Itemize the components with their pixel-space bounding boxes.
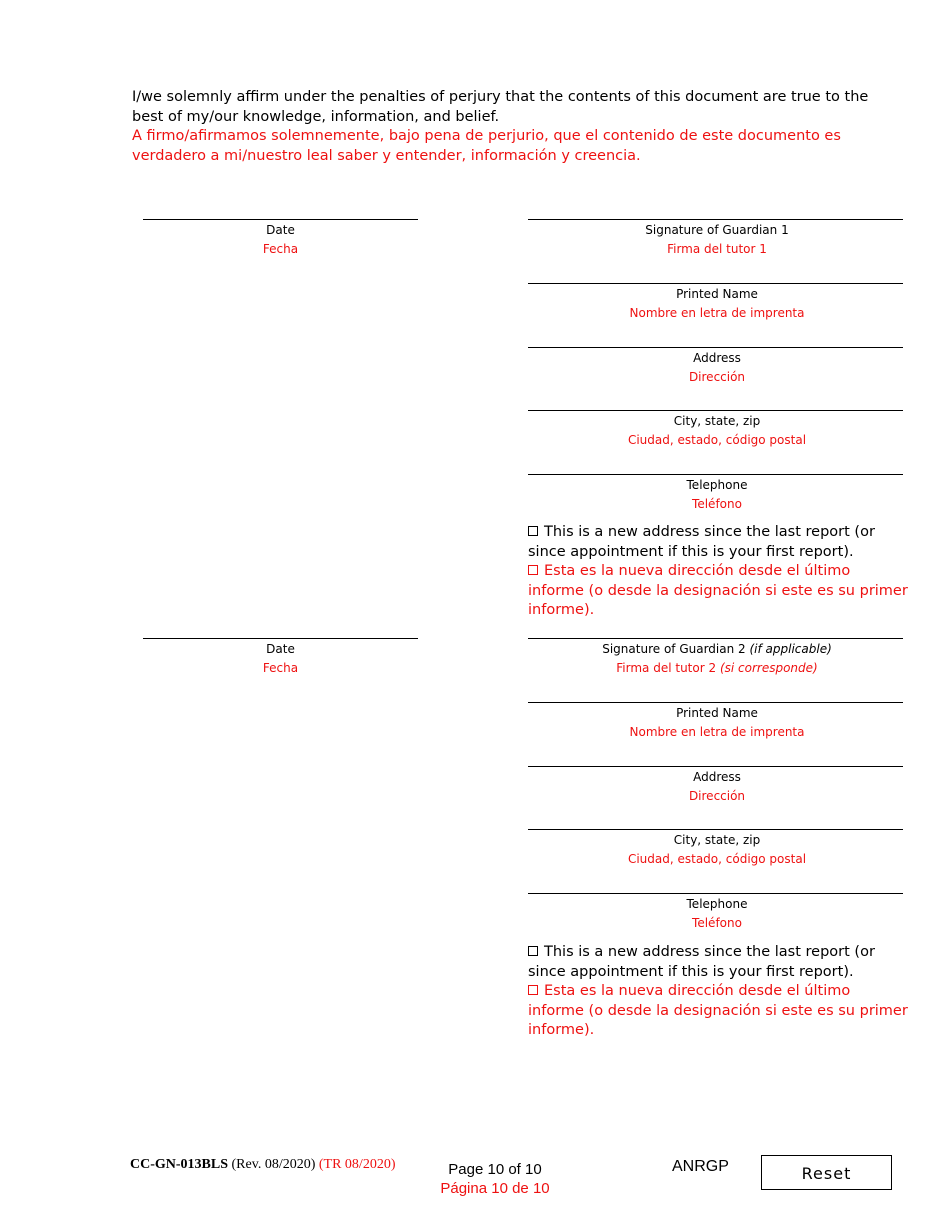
signature-label-guardian-1 [528, 221, 906, 259]
telephone-en: Telephone [686, 897, 748, 911]
address-en: Address [693, 770, 741, 784]
telephone-label-2 [528, 895, 906, 933]
printed-name-label-1 [528, 285, 906, 323]
form-id: CC-GN-013BLS [130, 1157, 229, 1172]
city-en: City, state, zip [673, 414, 761, 428]
address-line-1[interactable] [528, 347, 903, 348]
printed-name-en: Printed Name [676, 706, 758, 720]
printed-name-en: Printed Name [676, 287, 758, 301]
city-state-zip-label-1 [528, 412, 906, 450]
printed-name-label-2 [528, 704, 906, 742]
telephone-line-2[interactable] [528, 893, 903, 894]
telephone-es: Teléfono [692, 916, 742, 930]
signature-label-es-text: Firma del tutor 2 [616, 661, 720, 675]
affirmation-en: I/we solemnly affirm under the penalties of perjury that the contents of this document are true to the best of my/our knowledge, information, and belief. [132, 89, 869, 125]
printed-name-line-2[interactable] [528, 702, 903, 703]
city-es: Ciudad, estado, código postal [627, 433, 807, 447]
page-number-es: Página 10 de 10 [440, 1180, 550, 1197]
affirmation-es: A firmo/afirmamos solemnemente, bajo pena de perjurio, que el contenido de este documento es verdadero a mi/nuestro leal saber y entender, información y creencia. [132, 128, 841, 164]
new-address-option-en [528, 523, 908, 562]
signature-label-es: Firma del tutor 1 [667, 242, 767, 256]
telephone-line-1[interactable] [528, 474, 903, 475]
date-label-es: Fecha [262, 242, 299, 256]
signature-label-es-note: (si corresponde) [719, 661, 818, 675]
signature-line-guardian-1[interactable] [528, 219, 903, 220]
signature-label-guardian-2 [528, 640, 906, 678]
telephone-es: Teléfono [692, 497, 742, 511]
page-number-en: Page 10 of 10 [448, 1161, 542, 1178]
new-address-option-es [528, 562, 908, 621]
city-state-zip-line-1[interactable] [528, 410, 903, 411]
checkbox-new-address-en-1[interactable] [528, 526, 538, 536]
date-label-en: Date [266, 223, 295, 237]
address-es: Dirección [688, 789, 746, 803]
new-address-text-en: This is a new address since the last report (or since appointment if this is your first report). [528, 944, 875, 980]
date-label-1 [143, 221, 418, 259]
affirmation-block [132, 88, 892, 166]
date-line-2[interactable] [143, 638, 418, 639]
address-label-1 [528, 349, 906, 387]
date-label-es: Fecha [262, 661, 299, 675]
signature-label-en: Signature of Guardian 1 [645, 223, 789, 237]
signature-label-es [528, 659, 906, 678]
checkbox-new-address-es-1[interactable] [528, 565, 538, 575]
new-address-option-en [528, 943, 908, 982]
address-en: Address [693, 351, 741, 365]
form-identifier [130, 1157, 395, 1173]
new-address-checkbox-group-2 [528, 943, 908, 1041]
signature-label-en-note: (if applicable) [749, 642, 832, 656]
signature-label-en [528, 640, 906, 659]
telephone-en: Telephone [686, 478, 748, 492]
city-es: Ciudad, estado, código postal [627, 852, 807, 866]
checkbox-new-address-es-2[interactable] [528, 985, 538, 995]
new-address-option-es [528, 982, 908, 1041]
date-label-en: Date [266, 642, 295, 656]
address-label-2 [528, 768, 906, 806]
form-code: ANRGP [672, 1158, 729, 1175]
address-es: Dirección [688, 370, 746, 384]
page-number [420, 1160, 570, 1198]
form-translation-revision: (TR 08/2020) [318, 1157, 396, 1172]
new-address-text-es: Esta es la nueva dirección desde el último informe (o desde la designación si este es su primer informe). [528, 983, 908, 1038]
city-state-zip-line-2[interactable] [528, 829, 903, 830]
new-address-checkbox-group-1 [528, 523, 908, 621]
signature-label-en-text: Signature of Guardian 2 [602, 642, 750, 656]
address-line-2[interactable] [528, 766, 903, 767]
telephone-label-1 [528, 476, 906, 514]
printed-name-es: Nombre en letra de imprenta [629, 306, 805, 320]
new-address-text-en: This is a new address since the last report (or since appointment if this is your first report). [528, 524, 875, 560]
form-revision: (Rev. 08/2020) [231, 1157, 316, 1172]
checkbox-new-address-en-2[interactable] [528, 946, 538, 956]
printed-name-line-1[interactable] [528, 283, 903, 284]
signature-line-guardian-2[interactable] [528, 638, 903, 639]
date-line-1[interactable] [143, 219, 418, 220]
city-en: City, state, zip [673, 833, 761, 847]
date-label-2 [143, 640, 418, 678]
city-state-zip-label-2 [528, 831, 906, 869]
reset-button[interactable]: Reset [761, 1155, 892, 1190]
new-address-text-es: Esta es la nueva dirección desde el último informe (o desde la designación si este es su primer informe). [528, 563, 908, 618]
printed-name-es: Nombre en letra de imprenta [629, 725, 805, 739]
